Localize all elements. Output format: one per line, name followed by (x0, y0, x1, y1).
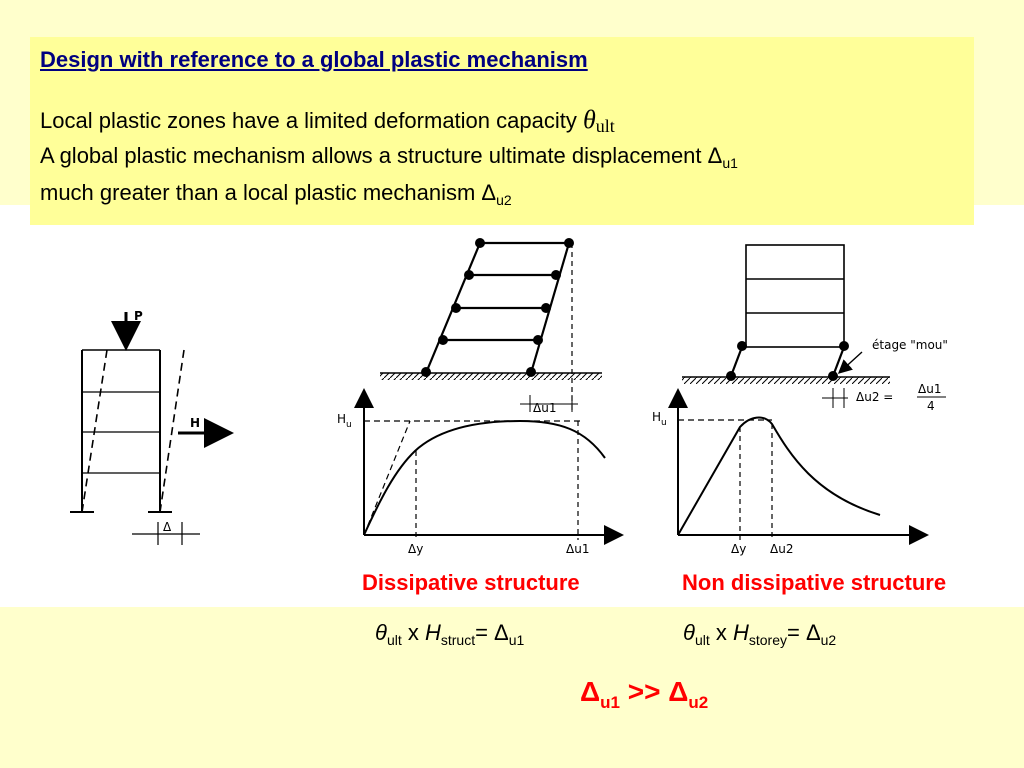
text-line-3-text: much greater than a local plastic mechanism Δ (40, 180, 497, 205)
du2-fraction-denominator: 4 (927, 399, 935, 413)
delta-label: Δ (163, 520, 172, 534)
dissipative-formula (375, 620, 524, 648)
slide-heading: Design with reference to a global plastic mechanism (40, 47, 588, 72)
nondissipative-hu-label: $H_u$ (652, 410, 667, 428)
delta-u2-subscript: u2 (496, 192, 512, 208)
formula-h: H (424, 620, 441, 645)
formula-theta-sub: ult (386, 632, 402, 648)
nondissipative-dy-label: Δy (731, 542, 747, 556)
dissipative-curve-chart (364, 392, 620, 540)
dissipative-curve (364, 421, 605, 535)
dissipative-caption: Dissipative structure (362, 570, 580, 595)
formula-h-sub: storey (748, 632, 787, 648)
formula-theta: θ (375, 620, 387, 645)
displacement-comparison (580, 676, 708, 713)
upper-storeys-block (746, 245, 844, 347)
delta-u1-subscript: u1 (722, 155, 738, 171)
formula-h: H (732, 620, 749, 645)
formula-delta-sub: u2 (820, 632, 837, 648)
nondissipative-curve (678, 418, 880, 535)
ground-hatch-2 (682, 377, 890, 384)
du2-fraction-numerator: Δu1 (918, 382, 942, 396)
du2-dim-label: Δu2 = (856, 390, 894, 404)
formula-equals-delta: = Δ (786, 620, 821, 645)
nondissipative-building (682, 245, 946, 408)
dissipative-building (380, 243, 602, 412)
deformed-right-column (160, 350, 184, 512)
formula-h-sub: struct (440, 632, 476, 648)
deformed-left-column (82, 350, 107, 512)
formula-theta-sub: ult (694, 632, 710, 648)
compare-sub-1: u1 (600, 693, 620, 712)
nondissipative-curve-chart (678, 392, 925, 540)
compare-delta-1: Δ (580, 676, 601, 707)
compare-delta-2: Δ (668, 676, 689, 707)
compare-sub-2: u2 (688, 693, 709, 712)
formula-delta-sub: u1 (508, 632, 525, 648)
non-dissipative-caption: Non dissipative structure (682, 570, 947, 595)
dissipative-dy-label: Δy (408, 542, 424, 556)
theta-subscript: ult (595, 116, 615, 136)
h-label: H (190, 416, 201, 430)
text-line-1-text: Local plastic zones have a limited deformation capacity (40, 108, 583, 133)
formula-equals-delta: = Δ (475, 620, 509, 645)
frame-figure (70, 312, 228, 545)
dissipative-du1-label: Δu1 (566, 542, 590, 556)
soft-storey-pointer (840, 352, 862, 372)
nondissipative-du2-label: Δu2 (770, 542, 794, 556)
du1-dim-label: Δu1 (533, 401, 557, 415)
formula-times: x (401, 620, 425, 645)
soft-storey-label: étage "mou" (872, 338, 948, 352)
compare-operator: >> (619, 676, 669, 707)
theta-symbol: θ (582, 105, 596, 134)
dissipative-hu-label: $H_u$ (337, 412, 352, 430)
p-label: P (134, 309, 143, 323)
text-line-2-text: A global plastic mechanism allows a structure ultimate displacement Δ (40, 143, 723, 168)
formula-times: x (709, 620, 733, 645)
ground-hatch-1 (380, 373, 602, 380)
non-dissipative-formula (683, 620, 836, 648)
formula-theta: θ (683, 620, 695, 645)
